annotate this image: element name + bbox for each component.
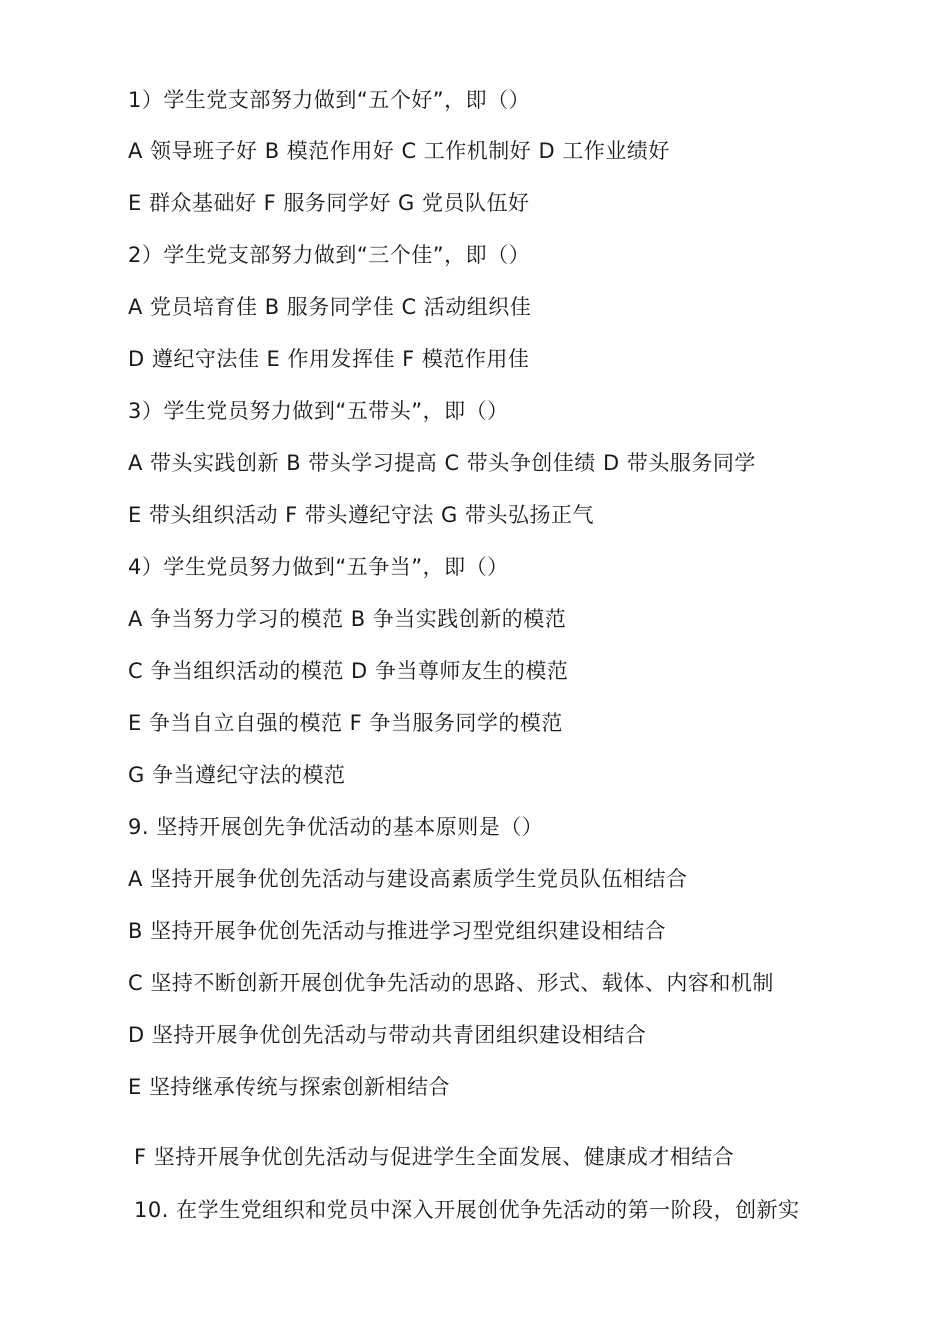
question-4-options-c-d: C 争当组织活动的模范 D 争当尊师友生的模范 [128,659,569,683]
question-3-options-e-g: E 带头组织活动 F 带头遵纪守法 G 带头弘扬正气 [128,503,594,527]
question-9-option-d: D 坚持开展争优创先活动与带动共青团组织建设相结合 [128,1023,647,1047]
question-9-option-e: E 坚持继承传统与探索创新相结合 [128,1075,450,1099]
question-10-stem: 10. 在学生党组织和党员中深入开展创优争先活动的第一阶段，创新实 [134,1198,800,1222]
question-4-stem: 4）学生党员努力做到“五争当”，即（） [128,555,509,579]
question-4-option-g: G 争当遵纪守法的模范 [128,763,346,787]
question-9-option-b: B 坚持开展争优创先活动与推进学习型党组织建设相结合 [128,919,667,943]
question-2-options-d-f: D 遵纪守法佳 E 作用发挥佳 F 模范作用佳 [128,347,530,371]
question-1-stem: 1）学生党支部努力做到“五个好”，即（） [128,88,531,112]
question-4-options-e-f: E 争当自立自强的模范 F 争当服务同学的模范 [128,711,563,735]
question-9-option-f: F 坚持开展争优创先活动与促进学生全面发展、健康成才相结合 [134,1145,735,1169]
question-3-stem: 3）学生党员努力做到“五带头”，即（） [128,399,509,423]
question-9-option-c: C 坚持不断创新开展创优争先活动的思路、形式、载体、内容和机制 [128,971,774,995]
question-3-options-a-d: A 带头实践创新 B 带头学习提高 C 带头争创佳绩 D 带头服务同学 [128,451,756,475]
question-2-stem: 2）学生党支部努力做到“三个佳”，即（） [128,243,531,267]
question-2-options-a-c: A 党员培育佳 B 服务同学佳 C 活动组织佳 [128,295,532,319]
question-1-options-a-d: A 领导班子好 B 模范作用好 C 工作机制好 D 工作业绩好 [128,139,670,163]
question-9-stem: 9. 坚持开展创先争优活动的基本原则是（） [128,815,544,839]
question-1-options-e-g: E 群众基础好 F 服务同学好 G 党员队伍好 [128,191,530,215]
question-4-options-a-b: A 争当努力学习的模范 B 争当实践创新的模范 [128,607,567,631]
question-9-option-a: A 坚持开展争优创先活动与建设高素质学生党员队伍相结合 [128,867,688,891]
